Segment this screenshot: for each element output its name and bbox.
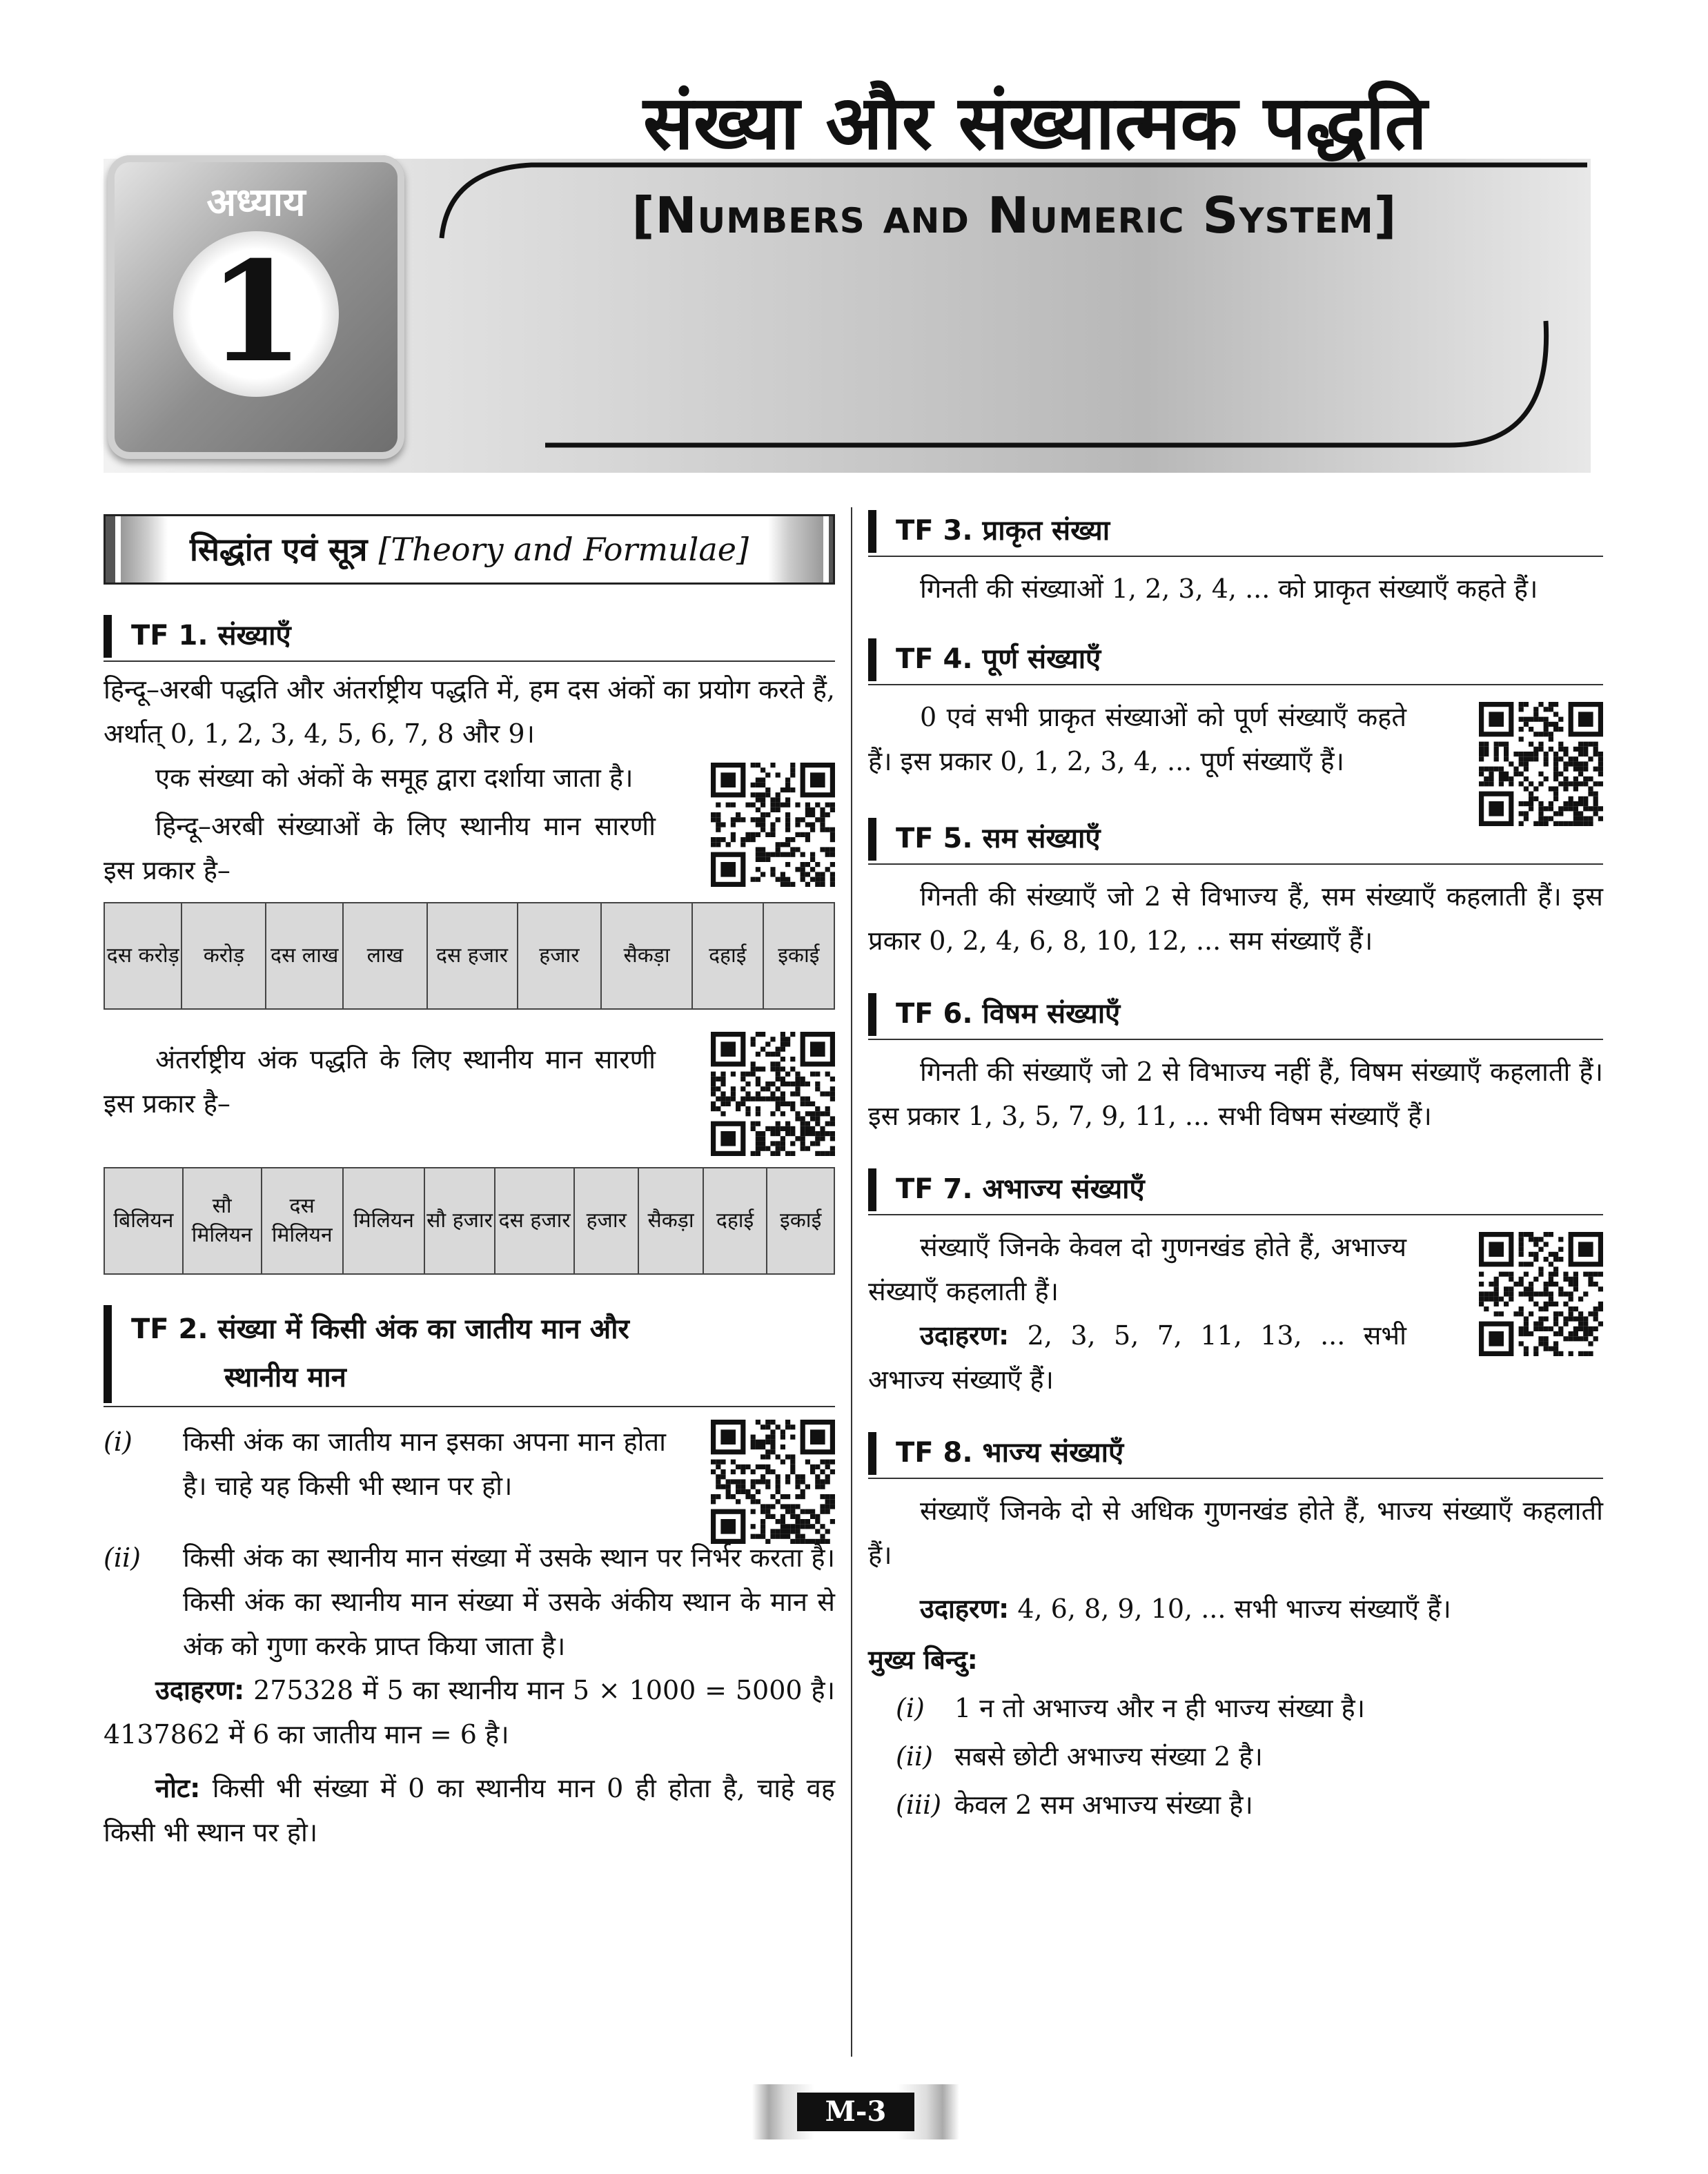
place-value-cell: दहाई xyxy=(703,1168,767,1274)
key-point-label: (ii) xyxy=(896,1741,933,1772)
qr-code-icon[interactable] xyxy=(711,1032,835,1156)
tf1-paragraph-3: हिन्दू–अरबी संख्याओं के लिए स्थानीय मान सारणी इस प्रकार है– xyxy=(104,811,656,885)
place-value-cell: करोड़ xyxy=(181,903,266,1009)
tf7-example-text: 2, 3, 5, 7, 11, 13, ... सभी अभाज्य संख्याएँ हैं। xyxy=(868,1320,1406,1395)
tf2-heading-line-1: TF 2. संख्या में किसी अंक का जातीय मान और xyxy=(131,1313,629,1345)
key-points-heading xyxy=(868,1638,1603,1682)
chapter-title-hindi: संख्या और संख्यात्मक पद्धति xyxy=(642,80,1428,166)
place-value-cell: दस करोड़ xyxy=(104,903,181,1009)
tf8-heading-text: TF 8. भाज्य संख्याएँ xyxy=(896,1437,1124,1469)
place-value-cell: दहाई xyxy=(692,903,763,1009)
place-value-cell: दस मिलियन xyxy=(262,1168,343,1274)
qr-code-icon[interactable] xyxy=(1479,702,1603,826)
theory-box xyxy=(104,514,835,585)
place-value-cell: सैकड़ा xyxy=(601,903,692,1009)
tf2-item-i-text: किसी अंक का जातीय मान इसका अपना मान होता है। चाहे यह किसी भी स्थान पर हो। xyxy=(183,1427,666,1501)
tf2-note-text: किसी भी संख्या में 0 का स्थानीय मान 0 ही होता है, चाहे वह किसी भी स्थान पर हो। xyxy=(104,1773,835,1848)
tf7-heading-text: TF 7. अभाज्य संख्याएँ xyxy=(896,1173,1145,1205)
page-number-text: M-3 xyxy=(797,2093,914,2131)
place-value-cell: सैकड़ा xyxy=(638,1168,703,1274)
tf8-heading xyxy=(868,1429,1603,1479)
tf4-text: 0 एवं सभी प्राकृत संख्याओं को पूर्ण संख्याएँ कहते हैं। इस प्रकार 0, 1, 2, 3, 4, ... पूर्ण संख्याएँ हैं। xyxy=(868,702,1406,776)
key-point-item xyxy=(868,1686,1603,1730)
key-point-label: (i) xyxy=(896,1693,925,1723)
tf1-heading xyxy=(104,612,835,662)
tf4-heading xyxy=(868,636,1603,685)
tf2-note xyxy=(104,1766,835,1854)
chapter-title-english: [Numbers and Numeric System] xyxy=(631,186,1397,244)
qr-code-icon[interactable] xyxy=(1479,1232,1603,1356)
tf1-paragraph-2: एक संख्या को अंकों के समूह द्वारा दर्शाया जाता है। xyxy=(155,763,634,793)
tf8-example-label: उदाहरण: xyxy=(920,1594,1010,1624)
place-value-cell: सौ हजार xyxy=(424,1168,495,1274)
tf2-heading-line-2: स्थानीय मान xyxy=(224,1362,346,1393)
tf3-heading xyxy=(868,507,1603,557)
qr-code-icon[interactable] xyxy=(711,763,835,887)
tf7-example-label: उदाहरण: xyxy=(920,1320,1010,1351)
key-point-item xyxy=(868,1734,1603,1779)
qr-code-icon[interactable] xyxy=(711,1420,835,1544)
chapter-label: अध्याय xyxy=(206,180,306,225)
tf3-heading-text: TF 3. प्राकृत संख्या xyxy=(896,515,1110,547)
theory-title-hindi: सिद्धांत एवं सूत्र xyxy=(190,531,368,568)
key-points-heading-text: मुख्य बिन्दु: xyxy=(868,1645,978,1675)
tf2-item-ii-text: किसी अंक का स्थानीय मान संख्या में उसके स्थान पर निर्भर करता है। किसी अंक का स्थानीय मान संख्या में उसके अंकीय स्थान के मान से अंक को गुणा करके प्राप्त किया जाता है। xyxy=(183,1543,835,1661)
indian-place-value-table xyxy=(104,902,835,1010)
tf1-heading-text: TF 1. संख्याएँ xyxy=(131,620,291,652)
tf7-example xyxy=(868,1313,1406,1402)
chapter-badge xyxy=(108,155,404,459)
tf5-heading-text: TF 5. सम संख्याएँ xyxy=(896,823,1101,854)
tf6-heading xyxy=(868,990,1603,1040)
tf1-paragraph-1: हिन्दू–अरबी पद्धति और अंतर्राष्ट्रीय पद्धति में, हम दस अंकों का प्रयोग करते हैं, अर्थात् 0, 1, 2, 3, 4, 5, 6, 7, 8 और 9। xyxy=(104,674,835,749)
place-value-cell: हजार xyxy=(518,903,602,1009)
key-point-text: केवल 2 सम अभाज्य संख्या है। xyxy=(954,1790,1253,1820)
tf8-example-text: 4, 6, 8, 9, 10, ... सभी भाज्य संख्याएँ हैं। xyxy=(1017,1594,1451,1624)
key-point-text: सबसे छोटी अभाज्य संख्या 2 है। xyxy=(954,1741,1263,1772)
page-number xyxy=(752,2084,959,2139)
tf2-item-ii-label: (ii) xyxy=(104,1543,141,1573)
theory-title-english: [Theory and Formulae] xyxy=(378,531,749,568)
tf8-example xyxy=(868,1587,1603,1631)
tf5-text: गिनती की संख्याएँ जो 2 से विभाज्य हैं, सम संख्याएँ कहलाती हैं। इस प्रकार 0, 2, 4, 6, 8, 10, 12, ... सम संख्याएँ हैं। xyxy=(868,881,1603,956)
place-value-cell: दस हजार xyxy=(495,1168,574,1274)
place-value-cell: इकाई xyxy=(767,1168,834,1274)
tf7-heading xyxy=(868,1166,1603,1215)
place-value-cell: लाख xyxy=(343,903,426,1009)
place-value-cell: इकाई xyxy=(763,903,834,1009)
key-point-label: (iii) xyxy=(896,1790,942,1820)
place-value-cell: दस हजार xyxy=(427,903,518,1009)
tf6-heading-text: TF 6. विषम संख्याएँ xyxy=(896,998,1121,1030)
tf2-item-ii xyxy=(104,1536,835,1668)
tf8-text: संख्याएँ जिनके दो से अधिक गुणनखंड होते हैं, भाज्य संख्याएँ कहलाती हैं। xyxy=(868,1496,1603,1570)
place-value-cell: मिलियन xyxy=(343,1168,424,1274)
tf2-item-i-label: (i) xyxy=(104,1427,132,1457)
tf4-heading-text: TF 4. पूर्ण संख्याएँ xyxy=(896,643,1101,675)
place-value-cell: हजार xyxy=(574,1168,638,1274)
tf7-text: संख्याएँ जिनके केवल दो गुणनखंड होते हैं, अभाज्य संख्याएँ कहलाती हैं। xyxy=(868,1232,1406,1306)
international-place-value-table xyxy=(104,1167,835,1275)
chapter-number: 1 xyxy=(208,231,304,393)
left-column xyxy=(104,507,835,1854)
tf2-note-label: नोट: xyxy=(155,1773,201,1803)
right-column xyxy=(868,507,1603,1827)
column-divider xyxy=(851,507,852,2057)
place-value-cell: सौ मिलियन xyxy=(183,1168,262,1274)
tf2-example-label: उदाहरण: xyxy=(155,1675,245,1705)
key-points-list xyxy=(868,1686,1603,1827)
key-point-item xyxy=(868,1783,1603,1827)
tf5-heading xyxy=(868,815,1603,865)
tf2-example xyxy=(104,1668,835,1756)
tf3-text: गिनती की संख्याओं 1, 2, 3, 4, ... को प्राकृत संख्याएँ कहते हैं। xyxy=(920,574,1538,604)
tf6-text: गिनती की संख्याएँ जो 2 से विभाज्य नहीं हैं, विषम संख्याएँ कहलाती हैं। इस प्रकार 1, 3, 5, 7, 9, 11, ... सभी विषम संख्याएँ हैं। xyxy=(868,1057,1603,1131)
tf2-heading xyxy=(104,1302,835,1407)
place-value-cell: बिलियन xyxy=(104,1168,183,1274)
key-point-text: 1 न तो अभाज्य और न ही भाज्य संख्या है। xyxy=(954,1693,1366,1723)
tf1-paragraph-4: अंतर्राष्ट्रीय अंक पद्धति के लिए स्थानीय मान सारणी इस प्रकार है– xyxy=(104,1044,656,1119)
tf2-heading-text xyxy=(131,1305,629,1402)
tf2-item-i xyxy=(104,1420,666,1508)
tf2-example-text: 275328 में 5 का स्थानीय मान 5 × 1000 = 5000 है। 4137862 में 6 का जातीय मान = 6 है। xyxy=(104,1675,835,1750)
place-value-cell: दस लाख xyxy=(266,903,343,1009)
